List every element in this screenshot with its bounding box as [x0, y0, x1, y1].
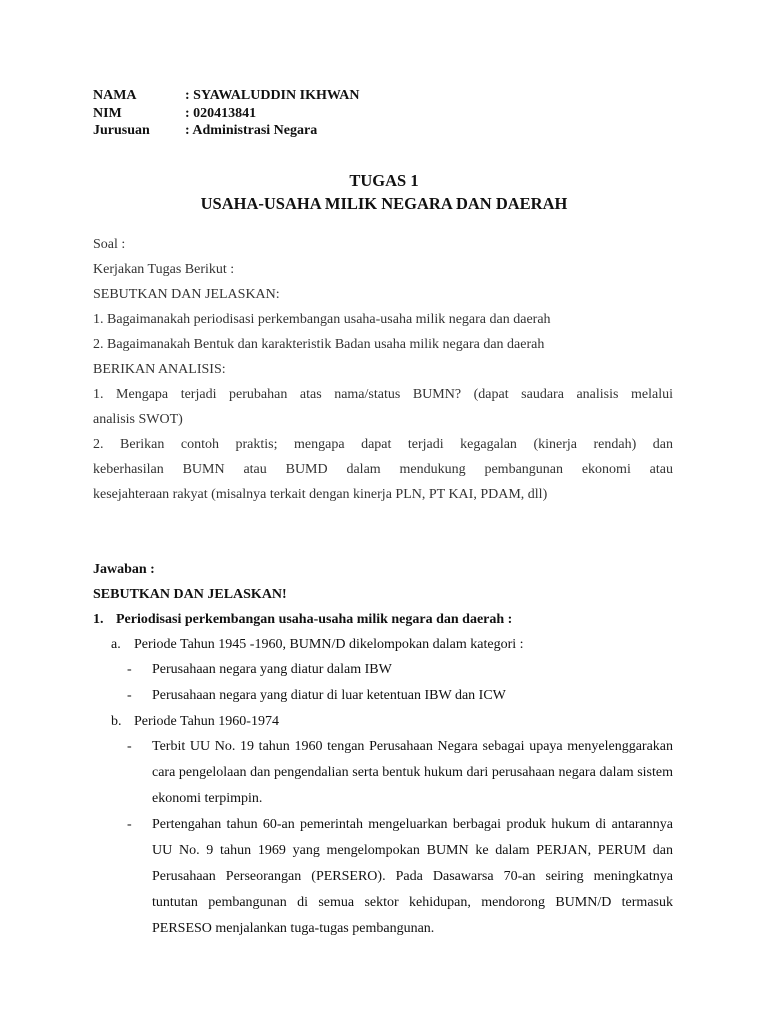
info-value: : Administrasi Negara — [185, 123, 318, 138]
soal-question-1: 1. Bagaimanakah periodisasi perkembangan usaha-usaha milik negara dan daerah — [93, 312, 551, 327]
sub-letter: a. — [111, 637, 121, 652]
info-row-jurusan — [93, 122, 360, 140]
info-label: NAMA — [93, 88, 137, 103]
soal-label: Soal : — [93, 237, 126, 252]
bullet-text: Perusahaan negara yang diatur di luar ketentuan IBW dan ICW — [152, 688, 506, 703]
sub-item-a — [93, 632, 673, 657]
sub-item-b — [93, 709, 673, 734]
analysis-q1-line2: analisis SWOT) — [93, 412, 183, 427]
analysis-q2-line2: keberhasilan BUMN atau BUMD dalam mendukung pembangunan ekonomi atau — [93, 462, 673, 477]
info-value: : SYAWALUDDIN IKHWAN — [185, 88, 360, 103]
dash-bullet: - — [127, 688, 132, 703]
list-item — [93, 812, 673, 942]
info-row-nim — [93, 105, 360, 123]
title-line-1: TUGAS 1 — [349, 171, 419, 190]
info-label: NIM — [93, 105, 122, 121]
sub-letter: b. — [111, 714, 122, 729]
analysis-q2-line1: 2. Berikan contoh praktis; mengapa dapat terjadi kegagalan (kinerja rendah) dan — [93, 437, 673, 452]
jawaban-section — [93, 557, 673, 942]
sub-text: Periode Tahun 1945 -1960, BUMN/D dikelompokan dalam kategori : — [134, 637, 524, 652]
soal-section-heading: SEBUTKAN DAN JELASKAN: — [93, 287, 280, 302]
dash-bullet: - — [127, 817, 132, 832]
info-row-nama — [93, 87, 360, 105]
list-item — [93, 683, 673, 709]
bullet-text: Pertengahan tahun 60-an pemerintah mengeluarkan berbagai produk hukum di antarannya UU No. 9 tahun 1969 yang mengelompokan BUMN ke dalam PERJAN, PERUM dan Perusahaan Perseorangan (PERSERO). Pada Dasawarsa 70-an seiring meningkatnya tuntutan pembangunan di semua sektor kehidupan, mendorong BUMN/D termasuk PERSESO menjalankan tuga-tugas pembangunan. — [152, 817, 673, 936]
dash-bullet: - — [127, 739, 132, 754]
item-title: Periodisasi perkembangan usaha-usaha milik negara dan daerah : — [116, 612, 513, 627]
list-item — [93, 657, 673, 683]
soal-section — [93, 232, 673, 507]
dash-bullet: - — [127, 662, 132, 677]
list-item — [93, 734, 673, 812]
soal-question-2: 2. Bagaimanakah Bentuk dan karakteristik Badan usaha milik negara dan daerah — [93, 337, 545, 352]
analysis-q2-line3: kesejahteraan rakyat (misalnya terkait dengan kinerja PLN, PT KAI, PDAM, dll) — [93, 487, 548, 502]
title-line-2: USAHA-USAHA MILIK NEGARA DAN DAERAH — [200, 194, 568, 213]
bullet-text: Perusahaan negara yang diatur dalam IBW — [152, 662, 392, 677]
jawaban-label: Jawaban : — [93, 562, 155, 577]
item-number: 1. — [93, 612, 104, 627]
student-info — [93, 87, 360, 140]
sub-text: Periode Tahun 1960-1974 — [134, 714, 279, 729]
soal-analysis-heading: BERIKAN ANALISIS: — [93, 362, 226, 377]
info-label: Jurusuan — [93, 123, 150, 138]
bullet-text: Terbit UU No. 19 tahun 1960 tengan Perusahaan Negara sebagai upaya menyelenggarakan cara pengelolaan dan pengendalian serta bentuk hukum dari perusahaan negara dalam sistem ekonomi terpimpin. — [152, 739, 673, 806]
soal-intro: Kerjakan Tugas Berikut : — [93, 262, 235, 277]
document-title — [0, 169, 768, 215]
analysis-q1-line1: 1. Mengapa terjadi perubahan atas nama/status BUMN? (dapat saudara analisis melalui — [93, 387, 673, 402]
info-value: : 020413841 — [185, 105, 257, 121]
answer-item-1 — [93, 607, 673, 632]
jawaban-section-heading: SEBUTKAN DAN JELASKAN! — [93, 587, 287, 602]
